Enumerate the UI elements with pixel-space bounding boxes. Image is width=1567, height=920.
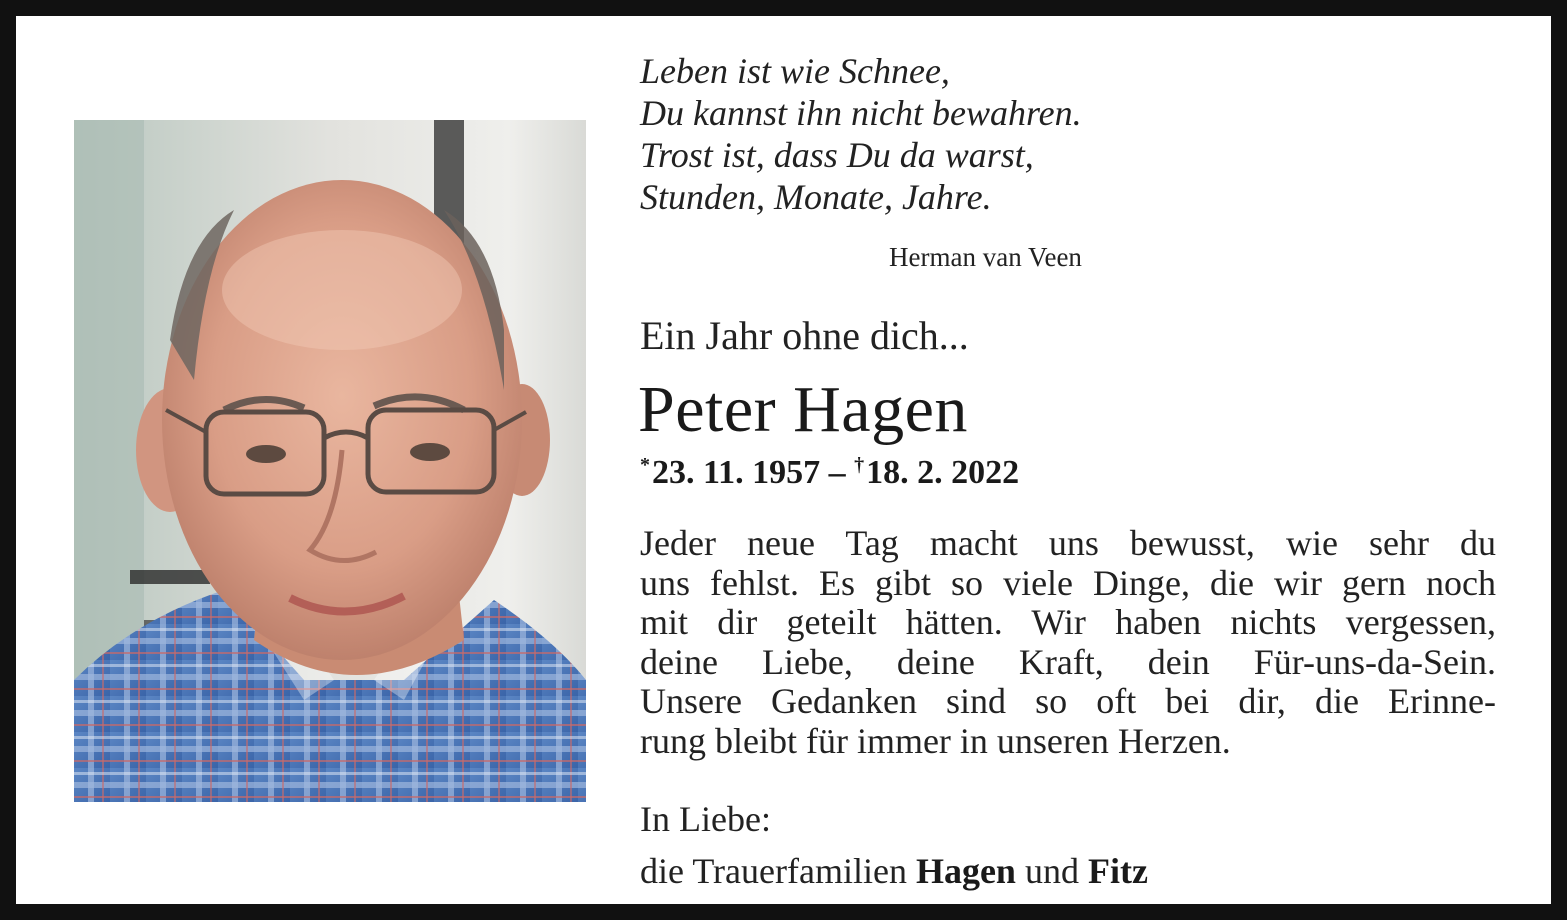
deceased-name: Peter Hagen bbox=[638, 373, 968, 446]
memorial-text-line: Unsere Gedanken sind so oft bei dir, die Erinne- bbox=[640, 681, 1496, 721]
mourning-families bbox=[640, 850, 1148, 892]
date-separator: – bbox=[828, 454, 846, 491]
poem-line: Stunden, Monate, Jahre. bbox=[640, 177, 992, 217]
poem-author: Herman van Veen bbox=[889, 242, 1082, 272]
family-conjunction: und bbox=[1024, 851, 1079, 891]
portrait-photo bbox=[74, 120, 586, 802]
memorial-text-line: deine Liebe, deine Kraft, dein Für-uns-da-Sein. bbox=[640, 641, 1496, 682]
memorial-text-line: rung bleibt für immer in unseren Herzen. bbox=[640, 720, 1231, 761]
memorial-text-line: Jeder neue Tag macht uns bewusst, wie sehr du bbox=[640, 523, 1496, 563]
death-symbol: † bbox=[854, 454, 865, 476]
poem bbox=[640, 50, 1200, 218]
life-dates bbox=[640, 454, 1019, 492]
family-name-fitz: Fitz bbox=[1087, 851, 1148, 891]
poem-line: Leben ist wie Schnee, bbox=[640, 51, 950, 91]
poem-line: Du kannst ihn nicht bewahren. bbox=[640, 93, 1082, 133]
memorial-text-line: uns fehlst. Es gibt so viele Dinge, die wir gern noch bbox=[640, 562, 1496, 603]
family-name-hagen: Hagen bbox=[915, 851, 1016, 891]
poem-line: Trost ist, dass Du da warst, bbox=[640, 135, 1034, 175]
birth-symbol: * bbox=[640, 454, 650, 476]
death-date: 18. 2. 2022 bbox=[866, 454, 1020, 491]
birth-date: 23. 11. 1957 bbox=[652, 454, 821, 491]
memorial-text bbox=[640, 524, 1496, 761]
subtitle: Ein Jahr ohne dich... bbox=[640, 313, 969, 358]
closing-line: In Liebe: bbox=[640, 799, 771, 839]
family-prefix: die Trauerfamilien bbox=[640, 851, 907, 891]
portrait-image bbox=[74, 120, 586, 802]
memorial-text-line: mit dir geteilt hätten. Wir haben nichts vergessen, bbox=[640, 602, 1496, 642]
